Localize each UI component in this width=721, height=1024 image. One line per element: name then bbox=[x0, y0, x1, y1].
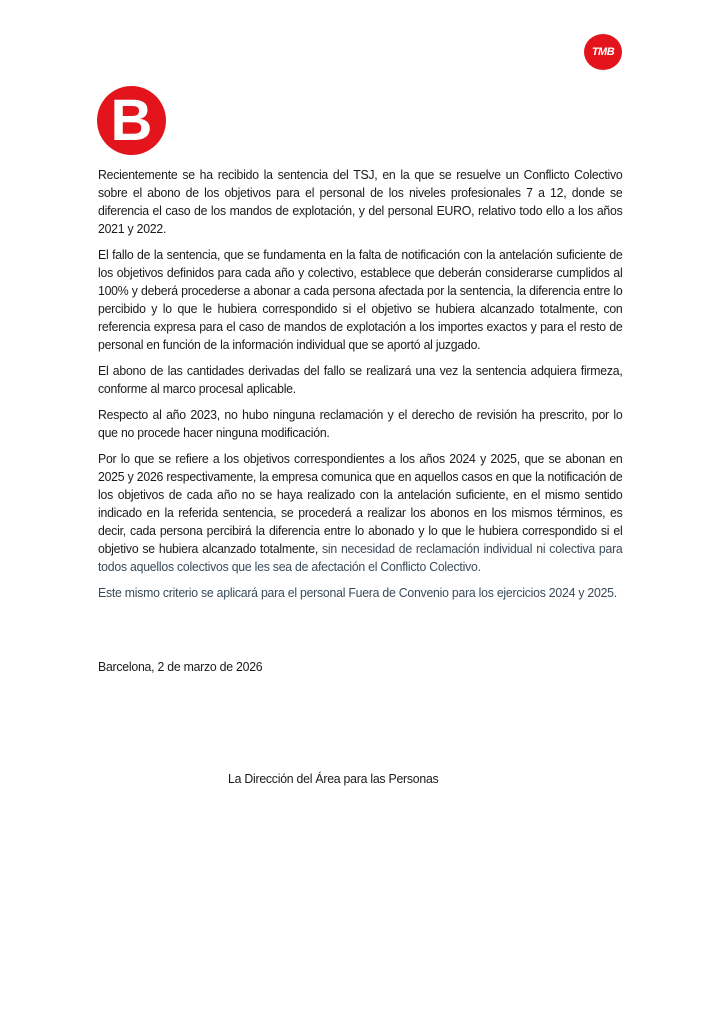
paragraph-2024-2025-tail: sin necesidad de reclamación individual ni colectiva para todos aquellos colectivos que les sea de afectación el Conflicto Colectivo. bbox=[98, 541, 623, 574]
paragraph-abono: El abono de las cantidades derivadas del fallo se realizará una vez la sentencia adquiera firmeza, conforme al marco procesal aplicable. bbox=[98, 363, 623, 396]
paragraph-fuera-convenio: Este mismo criterio se aplicará para el personal Fuera de Convenio para los ejercicios 2024 y 2025. bbox=[98, 585, 617, 600]
paragraph-fallo: El fallo de la sentencia, que se fundamenta en la falta de notificación con la antelación suficiente de los objetivos definidos para cada año y colectivo, establece que deberán considerarse cumplidos al 100% y deberá procederse a abonar a cada persona afectada por la sentencia, la diferencia entre lo percibido y lo que le hubiera correspondido si el objetivo se hubiera alcanzado totalmente, con referencia expresa para el caso de mandos de explotación a los importes exactos y para el resto de personal en función de la información individual que se aportó al juzgado. bbox=[98, 247, 623, 352]
letter-body bbox=[98, 166, 622, 610]
paragraph-2024-2025 bbox=[98, 450, 623, 576]
paragraph-2024-2025-main: Por lo que se refiere a los objetivos correspondientes a los años 2024 y 2025, que se abonan en 2025 y 2026 respectivamente, la empresa comunica que en aquellos casos en que la notificación de los objetivos de cada año no se haya realizado con la antelación suficiente, en el mismo sentido indicado en la referida sentencia, se procederá a realizar los abonos en los mismos términos, es decir, cada persona percibirá la diferencia entre lo abonado y lo que le hubiera correspondido si el objetivo se hubiera alcanzado totalmente, bbox=[98, 451, 623, 556]
b-logo: B bbox=[97, 86, 166, 155]
tmb-logo: TMB bbox=[584, 34, 622, 70]
letter-date: Barcelona, 2 de marzo de 2026 bbox=[98, 659, 263, 674]
paragraph-sentencia: Recientemente se ha recibido la sentencia del TSJ, en la que se resuelve un Conflicto Colectivo sobre el abono de los objetivos para el personal de los niveles profesionales 7 a 12, donde se diferencia el caso de los mandos de explotación, y del personal EURO, relativo todo ello a los años 2021 y 2022. bbox=[98, 167, 623, 236]
paragraph-2023: Respecto al año 2023, no hubo ninguna reclamación y el derecho de revisión ha prescrito, por lo que no procede hacer ninguna modificación. bbox=[98, 407, 623, 440]
letter-signature: La Dirección del Área para las Personas bbox=[228, 771, 439, 786]
